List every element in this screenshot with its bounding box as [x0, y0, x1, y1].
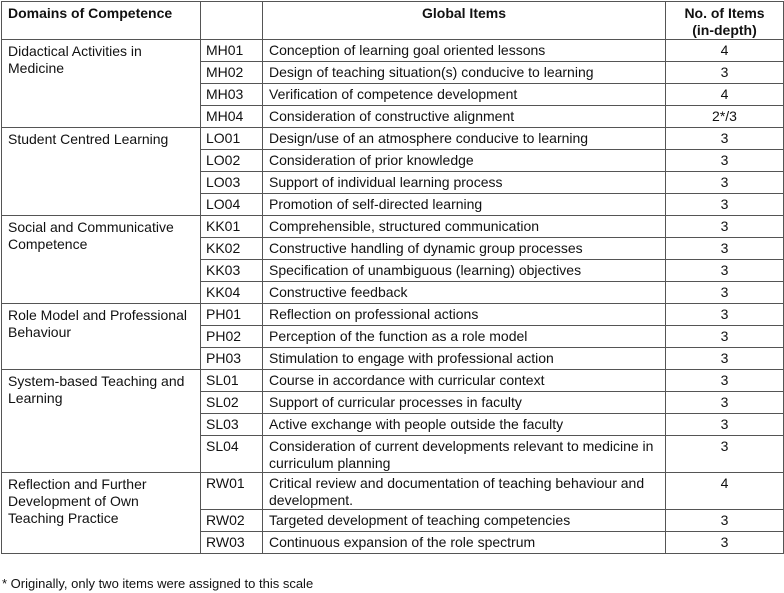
competence-table: [1, 1, 784, 554]
item-count: 3: [666, 510, 784, 532]
global-item: Promotion of self-directed learning: [263, 194, 666, 216]
global-item: Support of curricular processes in faculty: [263, 392, 666, 414]
global-item: Active exchange with people outside the faculty: [263, 414, 666, 436]
item-code: RW02: [201, 510, 263, 532]
item-code: RW03: [201, 532, 263, 554]
global-item: Comprehensible, structured communication: [263, 216, 666, 238]
item-count: 3: [666, 260, 784, 282]
global-item: Design/use of an atmosphere conducive to learning: [263, 128, 666, 150]
table-row: [2, 216, 784, 238]
item-count: 3: [666, 62, 784, 84]
item-count: 3: [666, 304, 784, 326]
global-item: Support of individual learning process: [263, 172, 666, 194]
global-item: Targeted development of teaching competencies: [263, 510, 666, 532]
item-count: 3: [666, 326, 784, 348]
domain-cell: System-based Teaching and Learning: [2, 370, 201, 473]
global-item: Constructive feedback: [263, 282, 666, 304]
item-count: 3: [666, 150, 784, 172]
item-code: RW01: [201, 473, 263, 510]
table-row: [2, 370, 784, 392]
domain-cell: Reflection and Further Development of Own Teaching Practice: [2, 473, 201, 554]
table-row: [2, 40, 784, 62]
global-item: Critical review and documentation of teaching behaviour and development.: [263, 473, 666, 510]
item-count: 4: [666, 40, 784, 62]
item-code: LO01: [201, 128, 263, 150]
global-item: Consideration of prior knowledge: [263, 150, 666, 172]
item-code: MH03: [201, 84, 263, 106]
item-code: PH03: [201, 348, 263, 370]
global-item: Stimulation to engage with professional action: [263, 348, 666, 370]
item-count: 3: [666, 370, 784, 392]
table-row: [2, 128, 784, 150]
item-count: 2*/3: [666, 106, 784, 128]
footnote: * Originally, only two items were assigned to this scale: [2, 576, 314, 591]
item-count: 3: [666, 348, 784, 370]
item-code: SL03: [201, 414, 263, 436]
global-item: Specification of unambiguous (learning) objectives: [263, 260, 666, 282]
global-item: Consideration of current developments relevant to medicine in curriculum planning: [263, 436, 666, 473]
domain-cell: Student Centred Learning: [2, 128, 201, 216]
item-code: LO02: [201, 150, 263, 172]
global-item: Course in accordance with curricular context: [263, 370, 666, 392]
table-row: [2, 304, 784, 326]
item-count: 3: [666, 128, 784, 150]
global-item: Conception of learning goal oriented lessons: [263, 40, 666, 62]
item-count: 3: [666, 216, 784, 238]
item-code: SL01: [201, 370, 263, 392]
item-code: MH01: [201, 40, 263, 62]
domain-cell: Social and Communicative Competence: [2, 216, 201, 304]
domain-cell: Role Model and Professional Behaviour: [2, 304, 201, 370]
item-code: LO03: [201, 172, 263, 194]
item-code: LO04: [201, 194, 263, 216]
global-item: Verification of competence development: [263, 84, 666, 106]
table-row: [2, 473, 784, 510]
item-count: 3: [666, 532, 784, 554]
table-body: [2, 40, 784, 554]
header-row: [2, 2, 784, 40]
item-count: 3: [666, 436, 784, 473]
header-item-count: [666, 2, 784, 40]
item-count: 3: [666, 172, 784, 194]
global-item: Continuous expansion of the role spectrum: [263, 532, 666, 554]
global-item: Reflection on professional actions: [263, 304, 666, 326]
item-code: MH02: [201, 62, 263, 84]
item-code: SL02: [201, 392, 263, 414]
item-code: MH04: [201, 106, 263, 128]
item-count: 3: [666, 414, 784, 436]
item-count: 4: [666, 473, 784, 510]
header-domain: Domains of Competence: [2, 2, 201, 40]
item-code: PH02: [201, 326, 263, 348]
item-count: 3: [666, 392, 784, 414]
header-count-line1: No. of Items: [684, 5, 765, 21]
item-code: KK03: [201, 260, 263, 282]
item-code: SL04: [201, 436, 263, 473]
global-item: Perception of the function as a role model: [263, 326, 666, 348]
item-count: 3: [666, 282, 784, 304]
item-count: 4: [666, 84, 784, 106]
global-item: Constructive handling of dynamic group processes: [263, 238, 666, 260]
global-item: Consideration of constructive alignment: [263, 106, 666, 128]
item-code: KK01: [201, 216, 263, 238]
domain-cell: Didactical Activities in Medicine: [2, 40, 201, 128]
global-item: Design of teaching situation(s) conducive to learning: [263, 62, 666, 84]
header-code: [201, 2, 263, 40]
item-code: PH01: [201, 304, 263, 326]
item-code: KK04: [201, 282, 263, 304]
item-count: 3: [666, 238, 784, 260]
header-count-line2: (in-depth): [692, 22, 757, 38]
item-count: 3: [666, 194, 784, 216]
item-code: KK02: [201, 238, 263, 260]
header-global-items: Global Items: [263, 2, 666, 40]
